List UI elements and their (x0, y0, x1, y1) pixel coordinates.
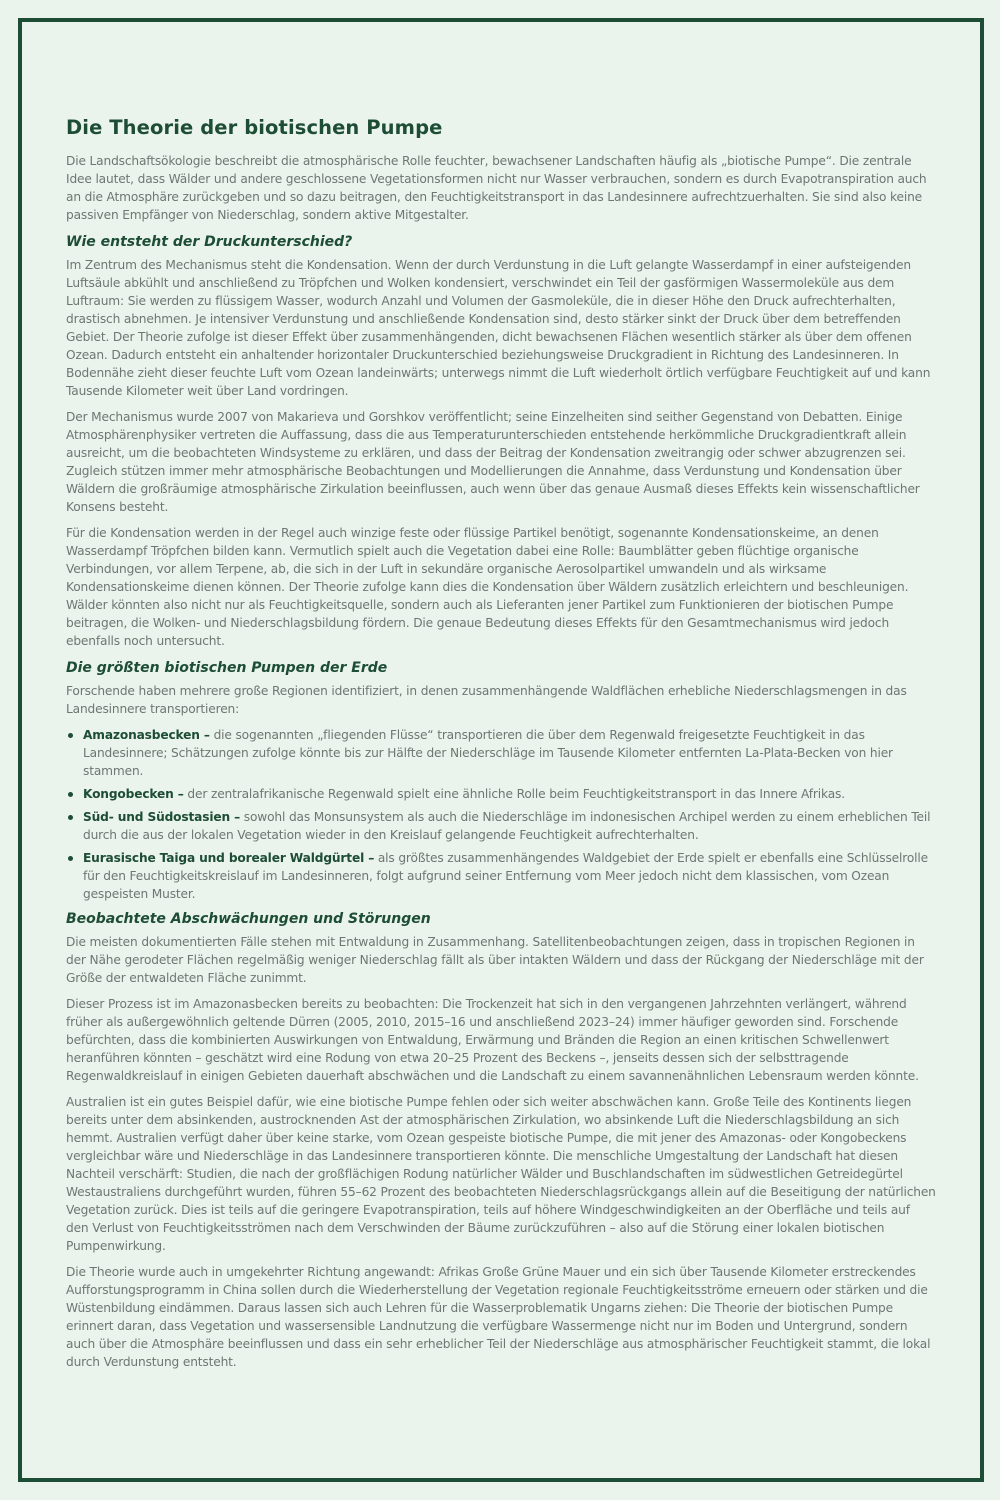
section-heading-disturbances: Beobachtete Abschwächungen und Störungen (66, 911, 431, 927)
section3-paragraph-4: Die Theorie wurde auch in umgekehrter Richtung angewandt: Afrikas Große Grüne Mauer und ein sich über Tausende Kilometer erstreckendes Aufforstungsprogramm in China sollen durch die Wiederherstellung der Vegetation regionale Feuchtigkeitsströme erneuern oder stärken und die Wüstenbildung eindämmen. Daraus lassen sich auch Lehren für die Wasserproblematik Ungarns ziehen: Die Theorie der biotischen Pumpe erinnert daran, dass Vegetation und wassersensible Landnutzung die verfügbare Wassermenge nicht nur im Boden und Untergrund, sondern auch über die Atmosphäre beeinflussen und dass ein sehr erheblicher Teil der Niederschläge aus atmosphärischer Feuchtigkeit stammt, die lokal durch Verdunstung entsteht. (66, 1265, 931, 1369)
list-item (83, 726, 936, 780)
list-item-text: als größtes zusammenhängendes Waldgebiet der Erde spielt er ebenfalls eine Schlüsselrolle für den Feuchtigkeitskreislauf im Landesinneren, folgt aufgrund seiner Entfernung vom Meer jedoch nicht dem klassischen, vom Ozean gespeisten Muster. (83, 851, 928, 901)
list-item-text: der zentralafrikanische Regenwald spielt eine ähnliche Rolle beim Feuchtigkeitstransport in das Innere Afrikas. (183, 787, 845, 801)
list-item-term: Amazonasbecken – (83, 728, 210, 742)
list-item (83, 785, 936, 803)
list-item-text: die sogenannten „fliegenden Flüsse“ transportieren die über dem Regenwald freigesetzte Feuchtigkeit in das Landesinnere; Schätzungen zufolge könnte bis zur Hälfte der Niederschläge im Tausende Kilometer entfernten La-Plata-Becken von hier stammen. (83, 728, 893, 778)
list-item-term: Süd- und Südostasien – (83, 810, 241, 824)
list-item-text: sowohl das Monsunsystem als auch die Niederschläge im indonesischen Archipel werden zu einem erheblichen Teil durch die aus der lokalen Vegetation wieder in den Kreislauf gelangende Feuchtigkeit aufrechterhalten. (83, 810, 931, 842)
section3-paragraph-3: Australien ist ein gutes Beispiel dafür, wie eine biotische Pumpe fehlen oder sich weiter abschwächen kann. Große Teile des Kontinents liegen bereits unter dem absinkenden, austrocknenden Ast der atmosphärischen Zirkulation, wo absinkende Luft die Niederschlagsbildung an sich hemmt. Australien verfügt daher über keine starke, vom Ozean gespeiste biotische Pumpe, die mit jener des Amazonas- oder Kongobeckens vergleichbar wäre und Niederschläge in das Landesinnere transportieren könnte. Die menschliche Umgestaltung der Landschaft hat diesen Nachteil verschärft: Studien, die nach der großflächigen Rodung natürlicher Wälder und Buschlandschaften im südwestlichen Getreidegürtel Westaustraliens durchgeführt wurden, führen 55–62 Prozent des beobachteten Niederschlagsrückgangs allein auf die Beseitigung der natürlichen Vegetation zurück. Dies ist teils auf die geringere Evapotranspiration, teils auf höhere Windgeschwindigkeiten an der Oberfläche und teils auf den Verlust von Feuchtigkeitsströmen nach dem Verschwinden der Bäume zurückzuführen – also auf die Störung einer lokalen biotischen Pumpenwirkung. (66, 1095, 936, 1253)
page-title: Die Theorie der biotischen Pumpe (66, 116, 443, 139)
section3-paragraph-1: Die meisten dokumentierten Fälle stehen mit Entwaldung in Zusammenhang. Satellitenbeobachtungen zeigen, dass in tropischen Regionen in der Nähe gerodeter Flächen regelmäßig weniger Niederschlag fällt als über intakten Wäldern und dass der Rückgang der Niederschläge mit der Größe der entwaldeten Fläche zunimmt. (66, 935, 924, 985)
list-item-term: Kongobecken – (83, 787, 184, 801)
list-item (83, 849, 936, 903)
section1-paragraph-1: Im Zentrum des Mechanismus steht die Kondensation. Wenn der durch Verdunstung in die Luft gelangte Wasserdampf in einer aufsteigenden Luftsäule abkühlt und anschließend zu Tröpfchen und Wolken kondensiert, verschwindet ein Teil der gasförmigen Wassermoleküle aus dem Luftraum: Sie werden zu flüssigem Wasser, wodurch Anzahl und Volumen der Gasmoleküle, die in dieser Höhe den Druck aufrechterhalten, drastisch abnehmen. Je intensiver Verdunstung und anschließende Kondensation sind, desto stärker sinkt der Druck über dem betreffenden Gebiet. Der Theorie zufolge ist dieser Effekt über zusammenhängenden, dicht bewachsenen Flächen wesentlich stärker als über dem offenen Ozean. Dadurch entsteht ein anhaltender horizontaler Druckunterschied beziehungsweise Druckgradient in Richtung des Landesinneren. In Bodennähe zieht dieser feuchte Luft vom Ozean landeinwärts; unterwegs nimmt die Luft wiederholt örtlich verfügbare Feuchtigkeit auf und kann Tausende Kilometer weit über Land vordringen. (66, 258, 931, 398)
section-heading-largest-pumps: Die größten biotischen Pumpen der Erde (66, 660, 388, 676)
article (66, 114, 936, 1379)
section1-paragraph-2: Der Mechanismus wurde 2007 von Makarieva und Gorshkov veröffentlicht; seine Einzelheiten sind seither Gegenstand von Debatten. Einige Atmosphärenphysiker vertreten die Auffassung, dass die aus Temperaturunterschieden entstehende herkömmliche Druckgradientkraft allein ausreicht, um die beobachteten Windsysteme zu erklären, und dass der Beitrag der Kondensation zweitrangig oder schwer abzugrenzen sei. Zugleich stützen immer mehr atmosphärische Beobachtungen und Modellierungen die Annahme, dass Verdunstung und Kondensation über Wäldern die großräumige atmosphärische Zirkulation beeinflussen, auch wenn über das genaue Ausmaß dieses Effekts kein wissenschaftlicher Konsens besteht. (66, 410, 920, 514)
section-heading-pressure: Wie entsteht der Druckunterschied? (66, 234, 353, 250)
section1-paragraph-3: Für die Kondensation werden in der Regel auch winzige feste oder flüssige Partikel benötigt, sogenannte Kondensationskeime, an denen Wasserdampf Tröpfchen bilden kann. Vermutlich spielt auch die Vegetation dabei eine Rolle: Baumblätter geben flüchtige organische Verbindungen, vor allem Terpene, ab, die sich in der Luft in sekundäre organische Aerosolpartikel umwandeln und als wirksame Kondensationskeime dienen können. Der Theorie zufolge kann dies die Kondensation über Wäldern zusätzlich erleichtern und beschleunigen. Wälder könnten also nicht nur als Feuchtigkeitsquelle, sondern auch als Lieferanten jener Partikel zum Funktionieren der biotischen Pumpe beitragen, die Wolken- und Niederschlagsbildung fördern. Die genaue Bedeutung dieses Effekts für den Gesamtmechanismus wird jedoch ebenfalls noch untersucht. (66, 526, 909, 648)
intro-paragraph: Die Landschaftsökologie beschreibt die atmosphärische Rolle feuchter, bewachsener Landschaften häufig als „biotische Pumpe“. Die zentrale Idee lautet, dass Wälder und andere geschlossene Vegetationsformen nicht nur Wasser verbrauchen, sondern es durch Evapotranspiration auch an die Atmosphäre zurückgeben und so dazu beitragen, den Feuchtigkeitstransport in das Landesinnere aufrechtzuerhalten. Sie sind also keine passiven Empfänger von Niederschlag, sondern aktive Mitgestalter. (66, 154, 927, 222)
pump-regions-list (66, 726, 936, 903)
list-item-term: Eurasische Taiga und borealer Waldgürtel – (83, 851, 375, 865)
section2-intro: Forschende haben mehrere große Regionen identifiziert, in denen zusammenhängende Waldflächen erhebliche Niederschlagsmengen in das Landesinnere transportieren: (66, 684, 907, 716)
section3-paragraph-2: Dieser Prozess ist im Amazonasbecken bereits zu beobachten: Die Trockenzeit hat sich in den vergangenen Jahrzehnten verlängert, während früher als außergewöhnlich geltende Dürren (2005, 2010, 2015–16 und anschließend 2023–24) immer häufiger geworden sind. Forschende befürchten, dass die kombinierten Auswirkungen von Entwaldung, Erwärmung und Bränden die Region an einen kritischen Schwellenwert heranführen könnten – geschätzt wird eine Rodung von etwa 20–25 Prozent des Beckens –, jenseits dessen sich der selbsttragende Regenwaldkreislauf in einigen Gebieten dauerhaft abschwächen und die Landschaft zu einem savannenähnlichen Lebensraum werden könnte. (66, 997, 919, 1083)
list-item (83, 808, 936, 844)
